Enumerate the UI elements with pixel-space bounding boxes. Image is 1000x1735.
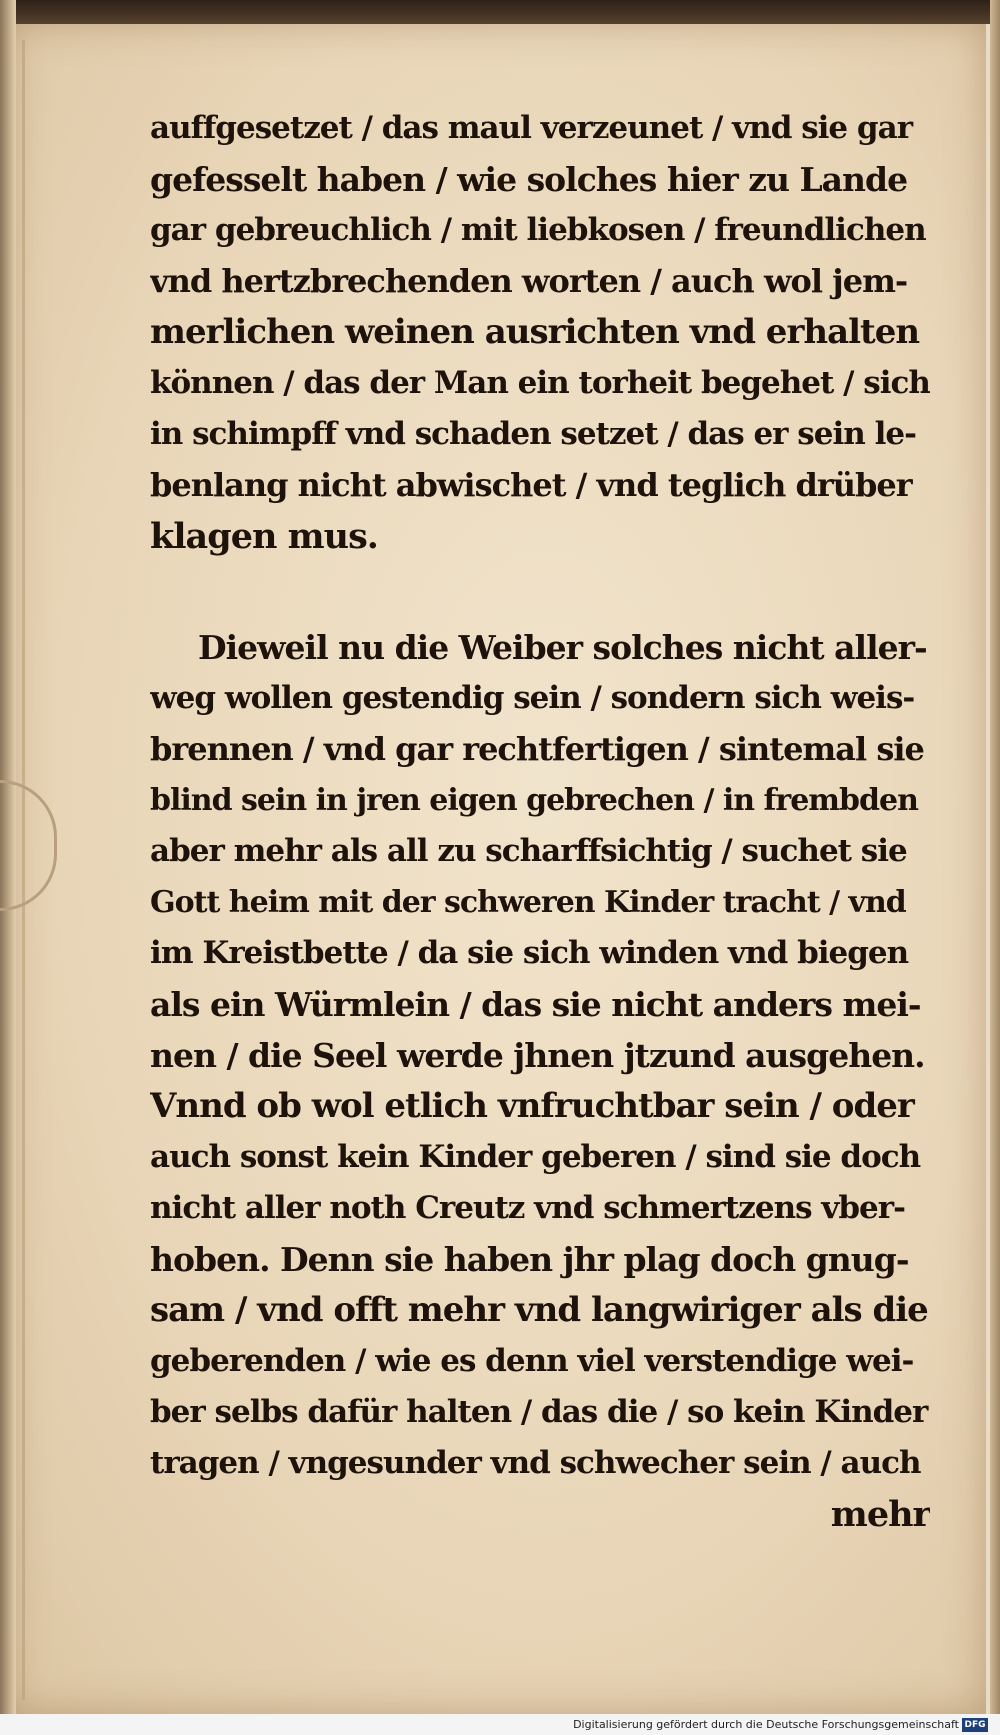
paragraph-gap — [150, 562, 930, 622]
text-line: blind sein in jren eigen gebrechen / in frembden — [150, 783, 918, 818]
text-line: in schimpff vnd schaden setzet / das er sein le- — [150, 416, 916, 452]
text-line: tragen / vngesunder vnd schwecher sein / auch — [150, 1445, 921, 1481]
text-line: ber selbs dafür halten / das die / so kein Kinder — [150, 1394, 928, 1430]
text-line: im Kreistbette / da sie sich winden vnd biegen — [150, 935, 909, 971]
text-line: Vnnd ob wol etlich vnfruchtbar sein / oder — [150, 1086, 914, 1126]
text-line: vnd hertzbrechenden worten / auch wol jem- — [150, 262, 908, 300]
text-line: auch sonst kein Kinder geberen / sind sie doch — [150, 1139, 921, 1175]
catchword: mehr — [830, 1494, 930, 1535]
text-line: auffgesetzet / das maul verzeunet / vnd sie gar — [150, 110, 913, 146]
text-line: nicht aller noth Creutz vnd schmertzens vber- — [150, 1190, 905, 1226]
text-line: können / das der Man ein torheit begehet / sich — [150, 365, 930, 401]
page-text — [150, 103, 930, 1540]
scan-top-strip — [0, 0, 1000, 24]
text-line: gefesselt haben / wie solches hier zu Lande — [150, 160, 908, 199]
text-line: klagen mus. — [150, 516, 378, 557]
text-line: aber mehr als all zu scharffsichtig / suchet sie — [150, 833, 907, 869]
text-line: Gott heim mit der schweren Kinder tracht / vnd — [150, 885, 906, 920]
text-line: als ein Würmlein / das sie nicht anders mei- — [150, 985, 921, 1024]
text-line: merlichen weinen ausrichten vnd erhalten — [150, 312, 920, 352]
text-line: geberenden / wie es denn viel verstendige wei- — [150, 1343, 914, 1379]
text-line: hoben. Denn sie haben jhr plag doch gnug- — [150, 1240, 909, 1279]
text-line: brennen / vnd gar rechtfertigen / sintemal sie — [150, 730, 924, 768]
text-line: sam / vnd offt mehr vnd langwiriger als die — [150, 1290, 928, 1330]
funding-note: Digitalisierung gefördert durch die Deutsche Forschungsgemeinschaft — [573, 1718, 959, 1731]
text-line: gar gebreuchlich / mit liebkosen / freundlichen — [150, 212, 926, 248]
funding-footer — [573, 1716, 988, 1733]
dfg-logo-icon: DFG — [962, 1718, 988, 1732]
text-line: nen / die Seel werde jhnen jtzund ausgehen. — [150, 1036, 925, 1075]
page-right-edge — [990, 0, 1000, 1735]
text-line: Dieweil nu die Weiber solches nicht aller- — [198, 628, 927, 667]
text-line: benlang nicht abwischet / vnd teglich drüber — [150, 466, 912, 504]
text-line: weg wollen gestendig sein / sondern sich weis- — [150, 680, 915, 716]
